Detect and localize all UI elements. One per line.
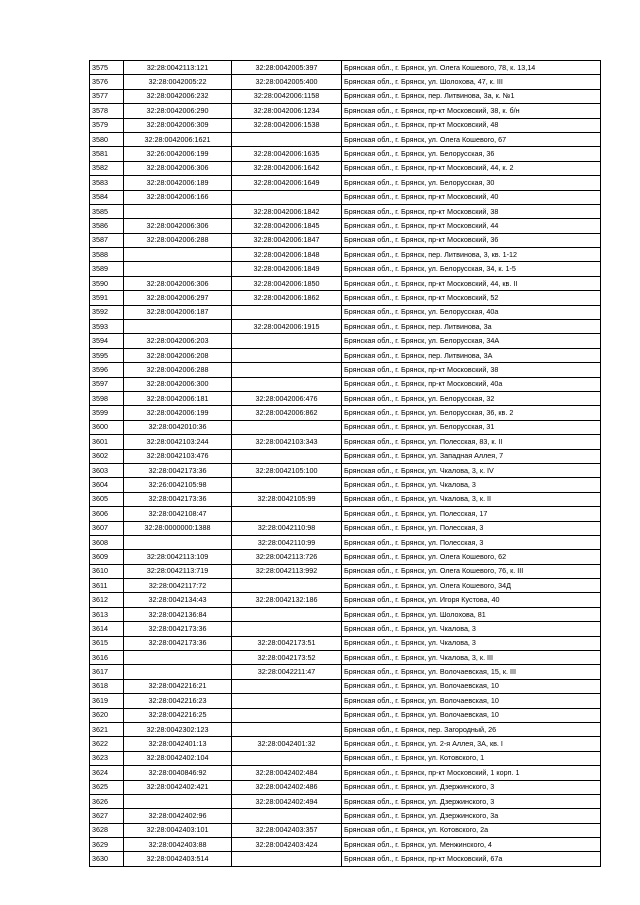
row-number-cell: 3627 [90, 809, 124, 823]
land-cadastral-number-cell: 32:28:0042134:43 [124, 593, 232, 607]
land-cadastral-number-cell: 32:28:0042006:232 [124, 89, 232, 103]
building-cadastral-number-cell [232, 722, 342, 736]
building-cadastral-number-cell: 32:28:0042113:992 [232, 564, 342, 578]
building-cadastral-number-cell: 32:28:0042401:32 [232, 737, 342, 751]
table-row [90, 348, 601, 362]
address-cell: Брянская обл., г. Брянск, пер. Литвинова, 3а, к. №1 [342, 89, 601, 103]
land-cadastral-number-cell: 32:28:0042006:208 [124, 348, 232, 362]
table-row [90, 204, 601, 218]
table-row [90, 564, 601, 578]
building-cadastral-number-cell [232, 809, 342, 823]
address-cell: Брянская обл., г. Брянск, ул. Белорусская, 36, кв. 2 [342, 406, 601, 420]
building-cadastral-number-cell [232, 420, 342, 434]
row-number-cell: 3583 [90, 176, 124, 190]
building-cadastral-number-cell [232, 334, 342, 348]
row-number-cell: 3624 [90, 766, 124, 780]
address-cell: Брянская обл., г. Брянск, ул. Западная Аллея, 7 [342, 449, 601, 463]
row-number-cell: 3606 [90, 507, 124, 521]
address-cell: Брянская обл., г. Брянск, ул. Белорусская, 36 [342, 147, 601, 161]
row-number-cell: 3581 [90, 147, 124, 161]
address-cell: Брянская обл., г. Брянск, ул. Полесская, 83, к. II [342, 435, 601, 449]
address-cell: Брянская обл., г. Брянск, пр-кт Московский, 44, кв. II [342, 276, 601, 290]
table-row [90, 852, 601, 866]
land-cadastral-number-cell: 32:28:0042108:47 [124, 507, 232, 521]
building-cadastral-number-cell [232, 607, 342, 621]
building-cadastral-number-cell [232, 679, 342, 693]
table-row [90, 478, 601, 492]
table-row [90, 794, 601, 808]
table-row [90, 492, 601, 506]
land-cadastral-number-cell: 32:28:0000000:1388 [124, 521, 232, 535]
row-number-cell: 3584 [90, 190, 124, 204]
row-number-cell: 3625 [90, 780, 124, 794]
row-number-cell: 3599 [90, 406, 124, 420]
row-number-cell: 3619 [90, 694, 124, 708]
building-cadastral-number-cell: 32:28:0042006:1538 [232, 118, 342, 132]
land-cadastral-number-cell: 32:28:0042006:306 [124, 161, 232, 175]
address-cell: Брянская обл., г. Брянск, пр-кт Московский, 36 [342, 233, 601, 247]
address-cell: Брянская обл., г. Брянск, ул. Олега Кошевого, 34Д [342, 579, 601, 593]
address-cell: Брянская обл., г. Брянск, пр-кт Московский, 52 [342, 291, 601, 305]
land-cadastral-number-cell: 32:28:0042403:101 [124, 823, 232, 837]
building-cadastral-number-cell: 32:28:0042173:52 [232, 651, 342, 665]
row-number-cell: 3585 [90, 204, 124, 218]
building-cadastral-number-cell: 32:28:0042110:98 [232, 521, 342, 535]
land-cadastral-number-cell: 32:28:0042113:121 [124, 61, 232, 75]
address-cell: Брянская обл., г. Брянск, ул. Менжинского, 4 [342, 838, 601, 852]
land-cadastral-number-cell: 32:28:0042402:96 [124, 809, 232, 823]
land-cadastral-number-cell: 32:28:0042216:23 [124, 694, 232, 708]
row-number-cell: 3580 [90, 132, 124, 146]
building-cadastral-number-cell: 32:28:0042006:1847 [232, 233, 342, 247]
table-row [90, 665, 601, 679]
table-row [90, 334, 601, 348]
address-cell: Брянская обл., г. Брянск, пр-кт Московский, 40 [342, 190, 601, 204]
land-cadastral-number-cell: 32:26:0042006:199 [124, 147, 232, 161]
land-cadastral-number-cell: 32:28:0042113:109 [124, 550, 232, 564]
row-number-cell: 3604 [90, 478, 124, 492]
row-number-cell: 3630 [90, 852, 124, 866]
address-cell: Брянская обл., г. Брянск, пр-кт Московский, 44 [342, 219, 601, 233]
table-row [90, 722, 601, 736]
table-row [90, 507, 601, 521]
building-cadastral-number-cell: 32:28:0042006:1649 [232, 176, 342, 190]
row-number-cell: 3621 [90, 722, 124, 736]
address-cell: Брянская обл., г. Брянск, пер. Литвинова, 3А [342, 348, 601, 362]
table-row [90, 780, 601, 794]
land-cadastral-number-cell: 32:28:0040846:92 [124, 766, 232, 780]
land-cadastral-number-cell: 32:28:0042173:36 [124, 492, 232, 506]
row-number-cell: 3598 [90, 391, 124, 405]
address-cell: Брянская обл., г. Брянск, ул. Волочаевская, 15, к. III [342, 665, 601, 679]
table-row [90, 89, 601, 103]
building-cadastral-number-cell: 32:28:0042132:186 [232, 593, 342, 607]
building-cadastral-number-cell: 32:28:0042005:400 [232, 75, 342, 89]
row-number-cell: 3609 [90, 550, 124, 564]
building-cadastral-number-cell: 32:28:0042105:100 [232, 463, 342, 477]
row-number-cell: 3626 [90, 794, 124, 808]
table-row [90, 809, 601, 823]
land-cadastral-number-cell: 32:28:0042006:189 [124, 176, 232, 190]
building-cadastral-number-cell: 32:28:0042006:1234 [232, 104, 342, 118]
row-number-cell: 3595 [90, 348, 124, 362]
building-cadastral-number-cell [232, 305, 342, 319]
address-cell: Брянская обл., г. Брянск, ул. Котовского, 1 [342, 751, 601, 765]
building-cadastral-number-cell: 32:28:0042006:1635 [232, 147, 342, 161]
land-cadastral-number-cell: 32:28:0042006:306 [124, 276, 232, 290]
table-row [90, 550, 601, 564]
table-row [90, 694, 601, 708]
land-cadastral-number-cell: 32:28:0042401:13 [124, 737, 232, 751]
address-cell: Брянская обл., г. Брянск, ул. Дзержинского, 3 [342, 780, 601, 794]
table-row [90, 132, 601, 146]
land-cadastral-number-cell: 32:28:0042006:297 [124, 291, 232, 305]
building-cadastral-number-cell: 32:28:0042006:862 [232, 406, 342, 420]
building-cadastral-number-cell: 32:28:0042173:51 [232, 636, 342, 650]
table-row [90, 248, 601, 262]
land-cadastral-number-cell: 32:28:0042403:514 [124, 852, 232, 866]
land-cadastral-number-cell: 32:28:0042006:199 [124, 406, 232, 420]
row-number-cell: 3601 [90, 435, 124, 449]
land-cadastral-number-cell: 32:28:0042006:288 [124, 363, 232, 377]
address-cell: Брянская обл., г. Брянск, ул. Чкалова, 3, к. IV [342, 463, 601, 477]
building-cadastral-number-cell [232, 751, 342, 765]
row-number-cell: 3629 [90, 838, 124, 852]
building-cadastral-number-cell: 32:28:0042006:1158 [232, 89, 342, 103]
building-cadastral-number-cell [232, 478, 342, 492]
table-row [90, 147, 601, 161]
land-cadastral-number-cell: 32:26:0042105:98 [124, 478, 232, 492]
land-cadastral-number-cell [124, 665, 232, 679]
table-row [90, 305, 601, 319]
address-cell: Брянская обл., г. Брянск, ул. Белорусская, 31 [342, 420, 601, 434]
registry-table-body [90, 61, 601, 867]
building-cadastral-number-cell: 32:28:0042105:99 [232, 492, 342, 506]
table-row [90, 161, 601, 175]
land-cadastral-number-cell: 32:28:0042103:476 [124, 449, 232, 463]
table-row [90, 75, 601, 89]
land-cadastral-number-cell: 32:28:0042006:309 [124, 118, 232, 132]
land-cadastral-number-cell: 32:28:0042302:123 [124, 722, 232, 736]
address-cell: Брянская обл., г. Брянск, ул. Полесская, 3 [342, 521, 601, 535]
address-cell: Брянская обл., г. Брянск, ул. Дзержинского, 3а [342, 809, 601, 823]
cadastral-registry-table [89, 60, 601, 867]
address-cell: Брянская обл., г. Брянск, ул. Котовского, 2а [342, 823, 601, 837]
row-number-cell: 3591 [90, 291, 124, 305]
row-number-cell: 3579 [90, 118, 124, 132]
table-row [90, 636, 601, 650]
row-number-cell: 3623 [90, 751, 124, 765]
row-number-cell: 3602 [90, 449, 124, 463]
building-cadastral-number-cell: 32:28:0042006:1850 [232, 276, 342, 290]
row-number-cell: 3593 [90, 320, 124, 334]
building-cadastral-number-cell: 32:28:0042403:424 [232, 838, 342, 852]
row-number-cell: 3587 [90, 233, 124, 247]
table-row [90, 291, 601, 305]
row-number-cell: 3596 [90, 363, 124, 377]
row-number-cell: 3597 [90, 377, 124, 391]
address-cell: Брянская обл., г. Брянск, пр-кт Московский, 38 [342, 363, 601, 377]
land-cadastral-number-cell [124, 794, 232, 808]
land-cadastral-number-cell: 32:28:0042006:203 [124, 334, 232, 348]
address-cell: Брянская обл., г. Брянск, ул. Чкалова, 3 [342, 478, 601, 492]
row-number-cell: 3594 [90, 334, 124, 348]
land-cadastral-number-cell: 32:28:0042402:104 [124, 751, 232, 765]
address-cell: Брянская обл., г. Брянск, пер. Литвинова, 3а [342, 320, 601, 334]
row-number-cell: 3616 [90, 651, 124, 665]
row-number-cell: 3586 [90, 219, 124, 233]
address-cell: Брянская обл., г. Брянск, ул. Полесская, 17 [342, 507, 601, 521]
table-row [90, 838, 601, 852]
building-cadastral-number-cell [232, 708, 342, 722]
address-cell: Брянская обл., г. Брянск, ул. Волочаевская, 10 [342, 694, 601, 708]
table-row [90, 61, 601, 75]
land-cadastral-number-cell: 32:28:0042006:300 [124, 377, 232, 391]
table-row [90, 607, 601, 621]
table-row [90, 535, 601, 549]
table-row [90, 579, 601, 593]
land-cadastral-number-cell [124, 248, 232, 262]
row-number-cell: 3589 [90, 262, 124, 276]
row-number-cell: 3618 [90, 679, 124, 693]
row-number-cell: 3592 [90, 305, 124, 319]
building-cadastral-number-cell: 32:28:0042402:494 [232, 794, 342, 808]
land-cadastral-number-cell: 32:28:0042402:421 [124, 780, 232, 794]
table-row [90, 463, 601, 477]
address-cell: Брянская обл., г. Брянск, ул. Белорусская, 40а [342, 305, 601, 319]
building-cadastral-number-cell [232, 190, 342, 204]
address-cell: Брянская обл., г. Брянск, ул. Олега Кошевого, 76, к. III [342, 564, 601, 578]
table-row [90, 320, 601, 334]
table-row [90, 708, 601, 722]
address-cell: Брянская обл., г. Брянск, ул. Дзержинского, 3 [342, 794, 601, 808]
land-cadastral-number-cell: 32:28:0042173:36 [124, 622, 232, 636]
table-row [90, 823, 601, 837]
land-cadastral-number-cell [124, 204, 232, 218]
land-cadastral-number-cell: 32:28:0042006:187 [124, 305, 232, 319]
row-number-cell: 3617 [90, 665, 124, 679]
table-row [90, 262, 601, 276]
row-number-cell: 3612 [90, 593, 124, 607]
row-number-cell: 3588 [90, 248, 124, 262]
land-cadastral-number-cell: 32:28:0042113:719 [124, 564, 232, 578]
address-cell: Брянская обл., г. Брянск, ул. Игоря Кустова, 40 [342, 593, 601, 607]
building-cadastral-number-cell: 32:28:0042403:357 [232, 823, 342, 837]
address-cell: Брянская обл., г. Брянск, пр-кт Московский, 1 корп. 1 [342, 766, 601, 780]
address-cell: Брянская обл., г. Брянск, ул. Волочаевская, 10 [342, 708, 601, 722]
table-row [90, 420, 601, 434]
row-number-cell: 3613 [90, 607, 124, 621]
table-row [90, 737, 601, 751]
land-cadastral-number-cell [124, 651, 232, 665]
building-cadastral-number-cell: 32:28:0042402:484 [232, 766, 342, 780]
land-cadastral-number-cell: 32:28:0042403:88 [124, 838, 232, 852]
land-cadastral-number-cell: 32:28:0042136:84 [124, 607, 232, 621]
row-number-cell: 3576 [90, 75, 124, 89]
row-number-cell: 3614 [90, 622, 124, 636]
building-cadastral-number-cell [232, 622, 342, 636]
building-cadastral-number-cell: 32:28:0042005:397 [232, 61, 342, 75]
address-cell: Брянская обл., г. Брянск, ул. 2-я Аллея, 3А, кв. I [342, 737, 601, 751]
building-cadastral-number-cell: 32:28:0042006:476 [232, 391, 342, 405]
address-cell: Брянская обл., г. Брянск, ул. Полесская, 3 [342, 535, 601, 549]
address-cell: Брянская обл., г. Брянск, пр-кт Московский, 40а [342, 377, 601, 391]
address-cell: Брянская обл., г. Брянск, ул. Чкалова, 3 [342, 622, 601, 636]
table-row [90, 406, 601, 420]
address-cell: Брянская обл., г. Брянск, ул. Олега Кошевого, 62 [342, 550, 601, 564]
table-row [90, 521, 601, 535]
address-cell: Брянская обл., г. Брянск, ул. Олега Кошевого, 78, к. 13,14 [342, 61, 601, 75]
address-cell: Брянская обл., г. Брянск, пр-кт Московский, 38 [342, 204, 601, 218]
land-cadastral-number-cell: 32:28:0042173:36 [124, 636, 232, 650]
building-cadastral-number-cell [232, 449, 342, 463]
land-cadastral-number-cell: 32:28:0042006:1621 [124, 132, 232, 146]
row-number-cell: 3622 [90, 737, 124, 751]
table-row [90, 176, 601, 190]
address-cell: Брянская обл., г. Брянск, пр-кт Московский, 38, к. б/н [342, 104, 601, 118]
address-cell: Брянская обл., г. Брянск, ул. Шолохова, 47, к. III [342, 75, 601, 89]
address-cell: Брянская обл., г. Брянск, пр-кт Московский, 67а [342, 852, 601, 866]
address-cell: Брянская обл., г. Брянск, ул. Чкалова, 3, к. II [342, 492, 601, 506]
row-number-cell: 3577 [90, 89, 124, 103]
row-number-cell: 3582 [90, 161, 124, 175]
address-cell: Брянская обл., г. Брянск, пер. Загородный, 26 [342, 722, 601, 736]
row-number-cell: 3615 [90, 636, 124, 650]
table-row [90, 219, 601, 233]
row-number-cell: 3620 [90, 708, 124, 722]
row-number-cell: 3608 [90, 535, 124, 549]
address-cell: Брянская обл., г. Брянск, ул. Чкалова, 3 [342, 636, 601, 650]
row-number-cell: 3611 [90, 579, 124, 593]
land-cadastral-number-cell: 32:28:0042103:244 [124, 435, 232, 449]
building-cadastral-number-cell [232, 377, 342, 391]
address-cell: Брянская обл., г. Брянск, ул. Волочаевская, 10 [342, 679, 601, 693]
building-cadastral-number-cell [232, 348, 342, 362]
table-row [90, 104, 601, 118]
land-cadastral-number-cell: 32:28:0042006:288 [124, 233, 232, 247]
land-cadastral-number-cell: 32:28:0042173:36 [124, 463, 232, 477]
address-cell: Брянская обл., г. Брянск, пр-кт Московский, 44, к. 2 [342, 161, 601, 175]
row-number-cell: 3605 [90, 492, 124, 506]
building-cadastral-number-cell: 32:28:0042006:1642 [232, 161, 342, 175]
table-row [90, 435, 601, 449]
building-cadastral-number-cell [232, 579, 342, 593]
table-row [90, 118, 601, 132]
row-number-cell: 3590 [90, 276, 124, 290]
land-cadastral-number-cell: 32:28:0042006:306 [124, 219, 232, 233]
row-number-cell: 3610 [90, 564, 124, 578]
table-row [90, 449, 601, 463]
table-row [90, 391, 601, 405]
building-cadastral-number-cell: 32:28:0042110:99 [232, 535, 342, 549]
land-cadastral-number-cell [124, 320, 232, 334]
building-cadastral-number-cell [232, 507, 342, 521]
address-cell: Брянская обл., г. Брянск, ул. Белорусская, 30 [342, 176, 601, 190]
building-cadastral-number-cell: 32:28:0042006:1848 [232, 248, 342, 262]
row-number-cell: 3575 [90, 61, 124, 75]
table-row [90, 651, 601, 665]
address-cell: Брянская обл., г. Брянск, пр-кт Московский, 48 [342, 118, 601, 132]
table-row [90, 377, 601, 391]
building-cadastral-number-cell: 32:28:0042402:486 [232, 780, 342, 794]
row-number-cell: 3628 [90, 823, 124, 837]
row-number-cell: 3603 [90, 463, 124, 477]
address-cell: Брянская обл., г. Брянск, ул. Белорусская, 32 [342, 391, 601, 405]
land-cadastral-number-cell: 32:28:0042117:72 [124, 579, 232, 593]
address-cell: Брянская обл., г. Брянск, ул. Олега Кошевого, 67 [342, 132, 601, 146]
building-cadastral-number-cell: 32:28:0042006:1845 [232, 219, 342, 233]
row-number-cell: 3607 [90, 521, 124, 535]
building-cadastral-number-cell [232, 694, 342, 708]
table-row [90, 190, 601, 204]
land-cadastral-number-cell: 32:28:0042216:25 [124, 708, 232, 722]
building-cadastral-number-cell [232, 132, 342, 146]
building-cadastral-number-cell: 32:28:0042113:726 [232, 550, 342, 564]
land-cadastral-number-cell: 32:28:0042010:36 [124, 420, 232, 434]
building-cadastral-number-cell [232, 363, 342, 377]
building-cadastral-number-cell: 32:28:0042006:1915 [232, 320, 342, 334]
table-row [90, 363, 601, 377]
land-cadastral-number-cell [124, 262, 232, 276]
address-cell: Брянская обл., г. Брянск, ул. Белорусская, 34А [342, 334, 601, 348]
land-cadastral-number-cell: 32:28:0042006:166 [124, 190, 232, 204]
table-row [90, 622, 601, 636]
address-cell: Брянская обл., г. Брянск, ул. Чкалова, 3, к. III [342, 651, 601, 665]
address-cell: Брянская обл., г. Брянск, ул. Шолохова, 81 [342, 607, 601, 621]
row-number-cell: 3578 [90, 104, 124, 118]
land-cadastral-number-cell: 32:28:0042006:181 [124, 391, 232, 405]
land-cadastral-number-cell [124, 535, 232, 549]
address-cell: Брянская обл., г. Брянск, пер. Литвинова, 3, кв. 1-12 [342, 248, 601, 262]
table-row [90, 593, 601, 607]
building-cadastral-number-cell: 32:28:0042006:1862 [232, 291, 342, 305]
building-cadastral-number-cell: 32:28:0042211:47 [232, 665, 342, 679]
table-row [90, 276, 601, 290]
address-cell: Брянская обл., г. Брянск, ул. Белорусская, 34, к. 1-5 [342, 262, 601, 276]
row-number-cell: 3600 [90, 420, 124, 434]
table-row [90, 766, 601, 780]
land-cadastral-number-cell: 32:28:0042005:22 [124, 75, 232, 89]
building-cadastral-number-cell: 32:28:0042006:1849 [232, 262, 342, 276]
land-cadastral-number-cell: 32:28:0042216:21 [124, 679, 232, 693]
building-cadastral-number-cell: 32:28:0042006:1842 [232, 204, 342, 218]
land-cadastral-number-cell: 32:28:0042006:290 [124, 104, 232, 118]
table-row [90, 679, 601, 693]
table-row [90, 233, 601, 247]
table-row [90, 751, 601, 765]
building-cadastral-number-cell: 32:28:0042103:343 [232, 435, 342, 449]
building-cadastral-number-cell [232, 852, 342, 866]
